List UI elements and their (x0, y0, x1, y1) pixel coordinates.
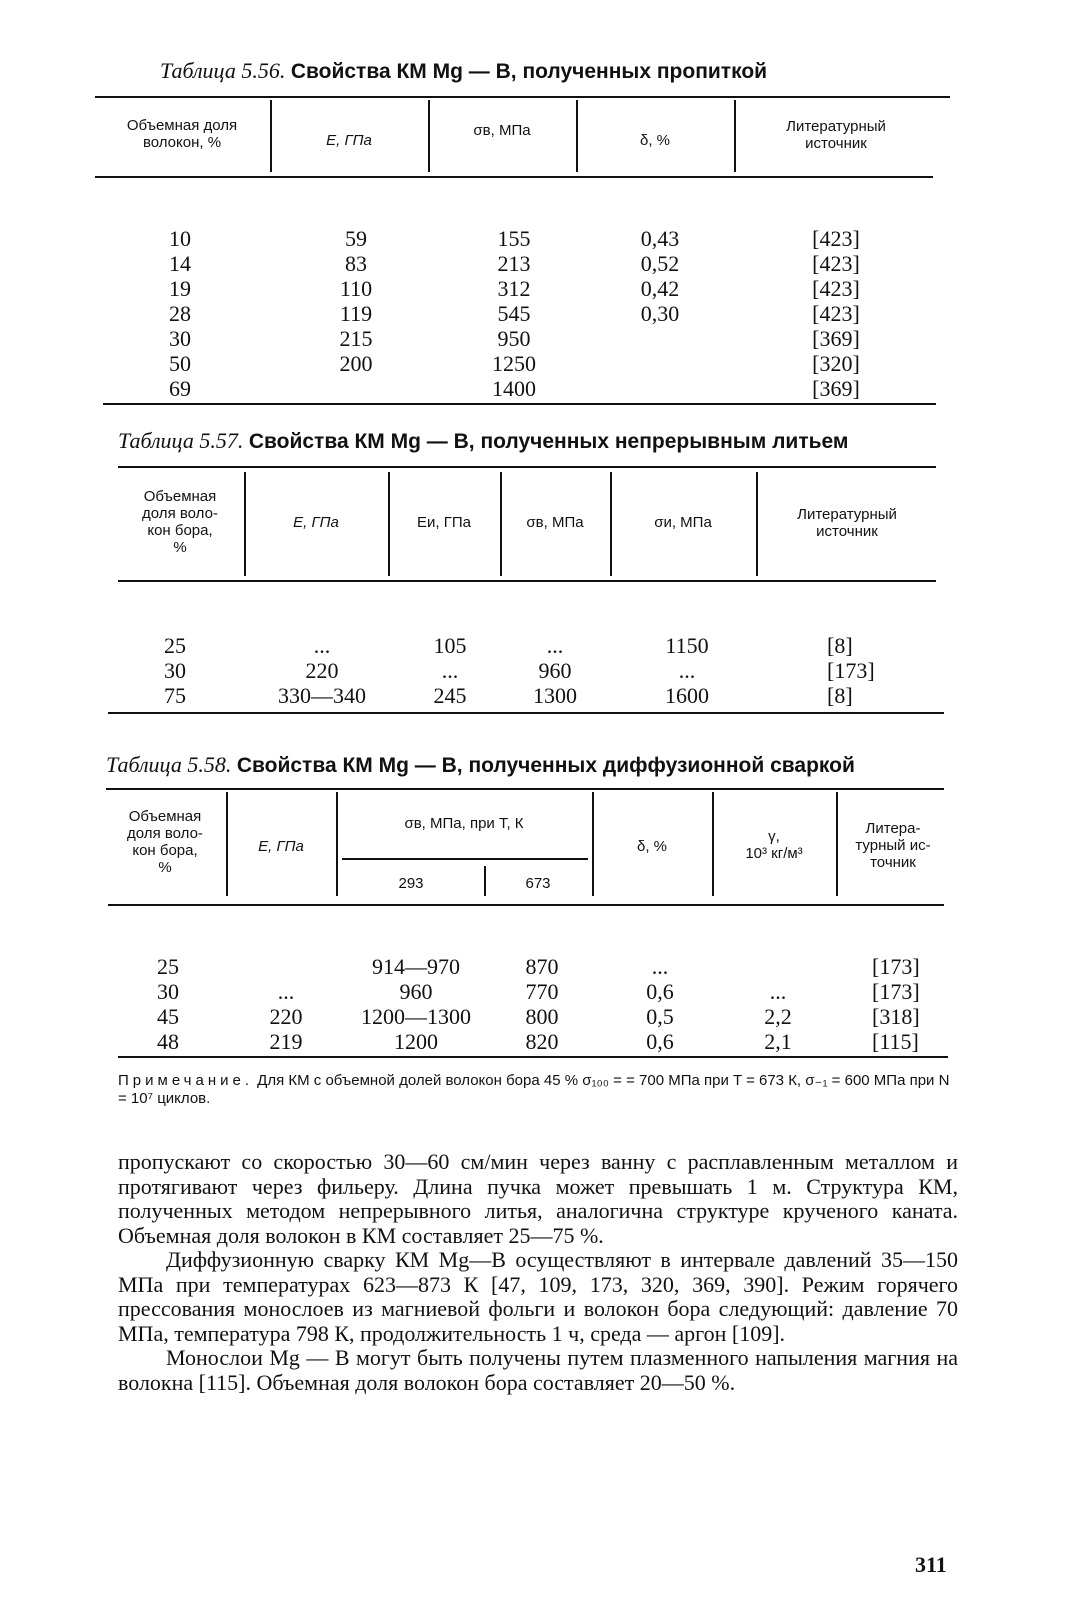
cell: 0,42 (640, 276, 680, 301)
header-temperature-293: 293 (398, 875, 424, 892)
header-elongation: δ, % (639, 132, 671, 149)
cell: [115] (872, 1029, 919, 1054)
header-strength: σв, МПа (526, 514, 584, 531)
header-rule (118, 580, 936, 582)
cell: 69 (169, 376, 191, 401)
table-bottom-rule (118, 1056, 948, 1058)
cell: 545 (497, 301, 531, 326)
cell: 0,52 (640, 251, 680, 276)
paragraph: Монослои Mg — В могут быть получены путем плазменного напыления магния на волокна [115]. Объемная доля волокон бора составляет 20—50 %. (118, 1345, 958, 1395)
cell: 213 (497, 251, 531, 276)
cell: 245 (433, 683, 467, 708)
table-top-rule (118, 466, 936, 468)
cell: 820 (525, 1029, 559, 1054)
column-bending-modulus (400, 608, 500, 733)
cell: 312 (497, 276, 531, 301)
header-strength-at-temperature: σв, МПа, при T, К (404, 815, 524, 832)
header-rule (95, 176, 933, 178)
cell: 330—340 (278, 683, 366, 708)
subheader-rule (342, 858, 588, 860)
table-label: Таблица 5.58. (106, 752, 232, 777)
header-elongation: δ, % (636, 838, 668, 855)
cell: [173] (827, 658, 875, 683)
column-modulus (260, 608, 384, 733)
cell: [320] (812, 351, 860, 376)
cell: 1400 (492, 376, 536, 401)
table-top-rule (95, 96, 950, 98)
cell: 105 (433, 633, 467, 658)
header-bending-strength: σи, МПа (654, 514, 712, 531)
cell (728, 954, 828, 979)
cell: 960 (538, 658, 572, 683)
cell: 960 (399, 979, 433, 1004)
table-title: Свойства КМ Mg — В, полученных пропиткой (290, 60, 768, 83)
note-label: Примечание. (118, 1072, 253, 1089)
header-source: Литера- турный ис- точник (855, 820, 931, 871)
cell: 25 (157, 954, 179, 979)
column-volume-fraction (125, 608, 225, 733)
cell: 2,2 (764, 1004, 792, 1029)
page-number: 311 (915, 1552, 947, 1577)
cell: 2,1 (764, 1029, 792, 1054)
cell: [8] (827, 683, 853, 708)
table-title: Свойства КМ Mg — В, полученных непрерывным литьем (248, 430, 849, 453)
cell: 770 (525, 979, 559, 1004)
cell: 83 (345, 251, 367, 276)
cell: ... (313, 633, 331, 658)
cell: [423] (812, 251, 860, 276)
header-density: γ, 10³ кг/м³ (745, 828, 803, 862)
table-title: Свойства КМ Mg — В, полученных диффузионной сваркой (236, 754, 855, 777)
header-volume-fraction: Объемная доля волокон, % (126, 117, 238, 151)
column-volume-fraction (130, 201, 230, 426)
cell: 50 (169, 351, 191, 376)
cell: 30 (157, 979, 179, 1004)
header-bending-modulus: Eи, ГПа (417, 514, 471, 531)
cell: 75 (164, 683, 186, 708)
cell: 0,30 (640, 301, 680, 326)
header-temperature-673: 673 (525, 875, 551, 892)
cell: 59 (345, 226, 367, 251)
cell: 30 (164, 658, 186, 683)
header-source: Литературный источник (797, 506, 897, 540)
header-modulus: E, ГПа (258, 838, 304, 855)
table-label: Таблица 5.56. (160, 58, 286, 83)
header-modulus: E, ГПа (326, 132, 372, 149)
cell: 0,43 (640, 226, 680, 251)
table-bottom-rule (108, 712, 944, 714)
body-text (118, 1150, 958, 1395)
table-bottom-rule (103, 403, 936, 405)
cell: ... (678, 658, 696, 683)
cell: 1200 (394, 1029, 438, 1054)
header-volume-fraction: Объемная доля воло- кон бора, % (127, 808, 203, 876)
cell: 950 (497, 326, 531, 351)
table-5-56-caption (160, 58, 767, 84)
column-bending-strength (637, 608, 737, 733)
cell: 28 (169, 301, 191, 326)
cell: 1250 (492, 351, 536, 376)
cell: 1200—1300 (361, 1004, 471, 1029)
column-strength (464, 201, 564, 426)
cell: [423] (812, 226, 860, 251)
cell: 0,5 (646, 1004, 674, 1029)
header-strength: σв, МПа (473, 122, 531, 139)
cell: 48 (157, 1029, 179, 1054)
cell (236, 954, 336, 979)
cell: [369] (812, 326, 860, 351)
header-volume-fraction: Объемная доля воло- кон бора, % (142, 488, 218, 556)
cell: 914—970 (372, 954, 460, 979)
cell: ... (769, 979, 787, 1004)
cell: 0,6 (646, 979, 674, 1004)
table-top-rule (106, 788, 944, 790)
cell: [369] (812, 376, 860, 401)
note-text: Для КМ с объемной долей волокон бора 45 % σ₁₀₀ = = 700 МПа при T = 673 К, σ₋₁ = 600 МПа при N = 10⁷ циклов. (118, 1072, 950, 1107)
paragraph: пропускают со скоростью 30—60 см/мин через ванну с расплавленным металлом и протягивают через фильеру. Длина пучка может превышать 1 м. Структура КМ, полученных методом непрерывного литья, аналогична структуре крученого каната. Объемная доля волокон в КМ составляет 25—75 %. (118, 1149, 958, 1248)
cell: 1150 (665, 633, 709, 658)
table-note (118, 1072, 958, 1108)
cell: 45 (157, 1004, 179, 1029)
cell: ... (546, 633, 564, 658)
cell: [318] (872, 1004, 920, 1029)
column-strength (505, 608, 605, 733)
cell: 110 (339, 276, 373, 301)
cell: [423] (812, 301, 860, 326)
cell: 30 (169, 326, 191, 351)
cell: 14 (169, 251, 191, 276)
column-modulus (306, 201, 406, 401)
cell: [173] (872, 979, 920, 1004)
cell: 119 (339, 301, 373, 326)
cell: 1600 (665, 683, 709, 708)
cell: 220 (305, 658, 339, 683)
cell: 1300 (533, 683, 577, 708)
cell: ... (651, 954, 669, 979)
cell: 155 (497, 226, 531, 251)
header-source: Литературный источник (786, 118, 886, 152)
cell: 220 (269, 1004, 303, 1029)
cell: 19 (169, 276, 191, 301)
column-elongation (610, 201, 710, 351)
table-5-57-caption (118, 428, 848, 454)
cell: [173] (872, 954, 920, 979)
cell: [423] (812, 276, 860, 301)
cell: 10 (169, 226, 191, 251)
cell: [8] (827, 633, 853, 658)
cell: 215 (339, 326, 373, 351)
cell: ... (277, 979, 295, 1004)
table-label: Таблица 5.57. (118, 428, 244, 453)
cell: ... (441, 658, 459, 683)
header-modulus: E, ГПа (293, 514, 339, 531)
column-source (827, 608, 927, 733)
cell: 25 (164, 633, 186, 658)
cell: 0,6 (646, 1029, 674, 1054)
header-rule (108, 904, 944, 906)
paragraph: Диффузионную сварку КМ Mg—В осуществляют в интервале давлений 35—150 МПа при температурах 623—873 К [47, 109, 173, 320, 369, 390]. Режим горячего прессования монослоев из магниевой фольги и волокон бора следующий: давление 70 МПа, температура 798 К, продолжительность 1 ч, среда — аргон [109]. (118, 1247, 958, 1346)
cell: 870 (525, 954, 559, 979)
cell: 800 (525, 1004, 559, 1029)
column-source (786, 201, 886, 426)
table-5-58-caption (106, 752, 855, 778)
cell: 219 (269, 1029, 303, 1054)
cell: 200 (339, 351, 373, 376)
